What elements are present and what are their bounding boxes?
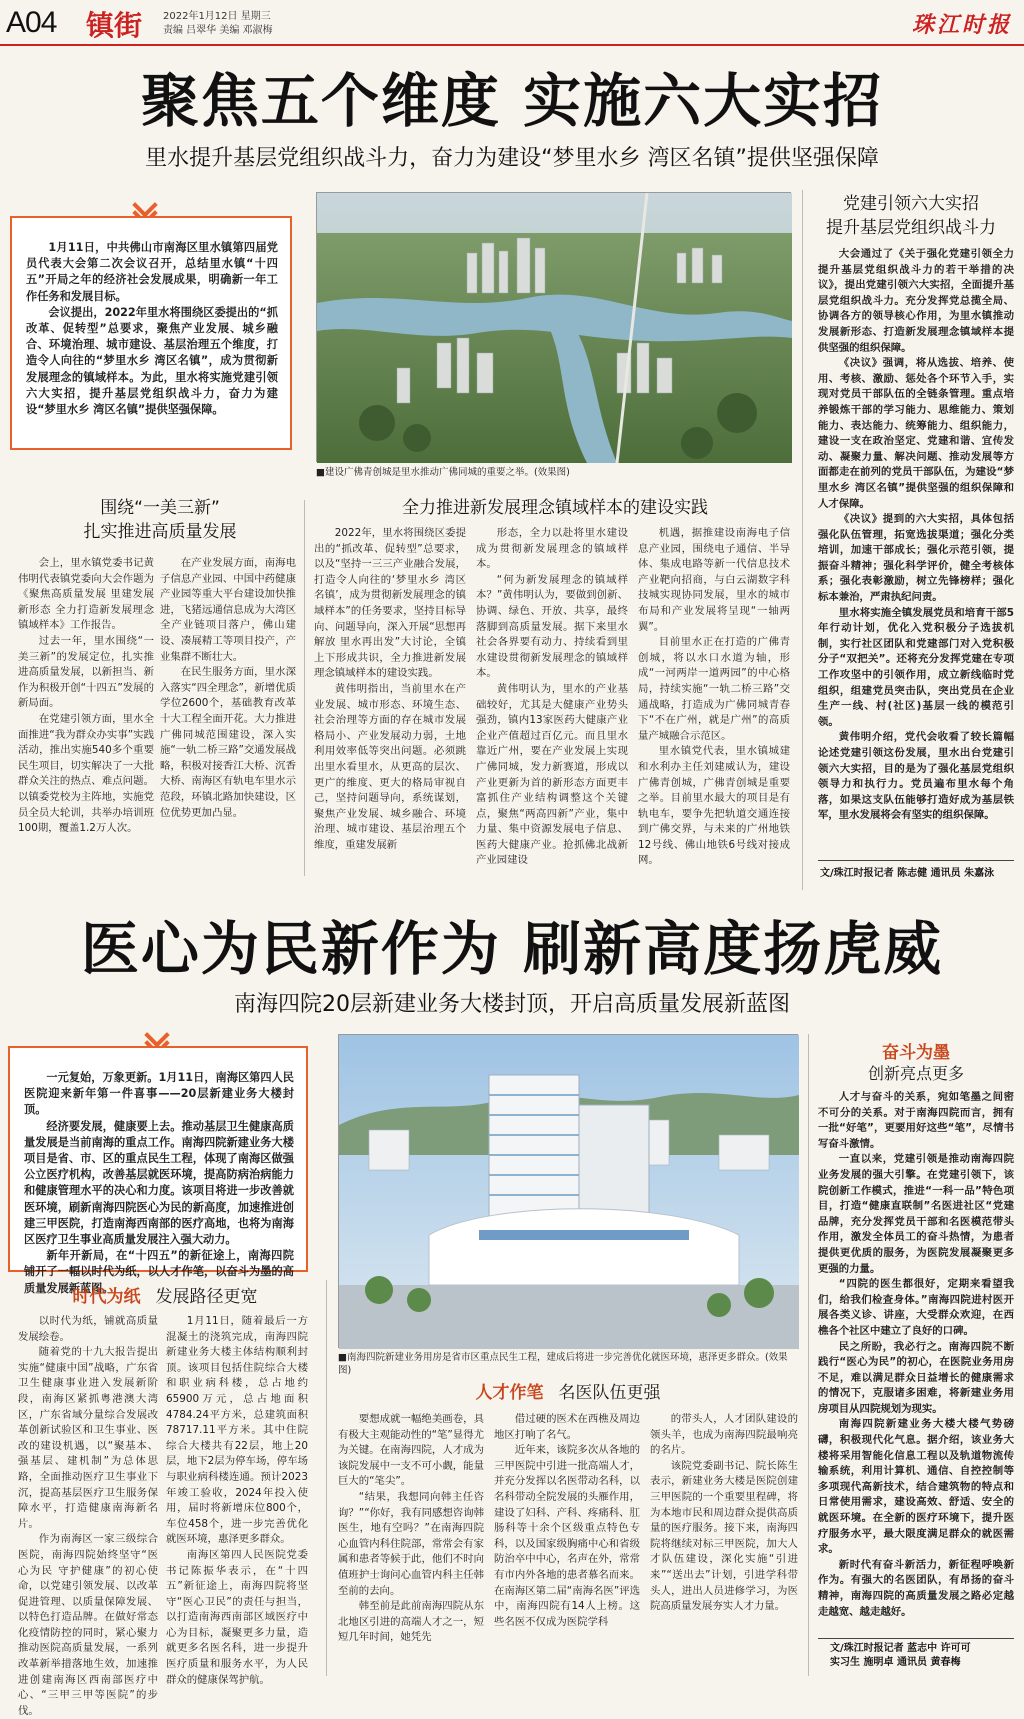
paragraph: 借过硬的医术在西樵及周边地区打响了名气。 [494,1413,640,1441]
subhead-line: 扎实推进高质量发展 [83,522,237,542]
subhead-accent: 奋斗为墨 [882,1043,950,1063]
lead-paragraph: 一元复始，万象更新。1月11日，南海区第四人民医院迎来新年第一件喜事——20层新建业务大楼封顶。 [24,1071,294,1117]
story1-right-subhead [808,192,1014,240]
paragraph: 南海四院新建业务大楼大楼气势磅礴，积极现代化气息。据介绍，该业务大楼将采用智能化信息工程以及轨道物流传输系统，利用计算机、通信、自控控制等多项现代高新技术，结合建筑物的特点和日常使用需求，建设高效、舒适、安全的就医环境。在全新的医疗环境下，提升医疗服务水平，最大限度满足群众的就医需求。 [818,1418,1014,1556]
paragraph: 人才与奋斗的关系，宛如笔墨之间密不可分的关系。对于南海四院而言，拥有一批“好笔”，更要用好这些“笔”，尽情书写奋斗激情。 [818,1091,1014,1150]
paragraph: “四院的医生都很好，定期来看望我们，给我们检查身体。”南海四院进村医开展各类义诊、讲座，大受群众欢迎，在西樵各个社区中建立了良好的口碑。 [818,1278,1014,1337]
column-divider [304,500,305,876]
paragraph: 2022年，里水将围绕区委提出的“抓改革、促转型”总要求，以及“坚持一三三产业融合发展，打造令人向往的‘梦里水乡 湾区名镇’，成为贯彻新发展理念的镇域样本”的任务要求，坚持目标导向、问题导向，深入开展“思想再解放 里水再出发”大讨论，全镇上下形成共识，全力推进新发展理念镇域样本的建设实践。 [314,527,466,680]
paragraph: 黄伟明指出，当前里水在产业发展、城市形态、环境生态、社会治理等方面的存在城市发展格局小、产业发展动力弱，土地利用效率低等突出问题。必须跳出里水看里水，从更高的层次、更广的维度、更大的格局审视自己，坚持问题导向，系统谋划，聚焦产业发展、城乡融合、环境治理、城市建设、基层治理五个维度，重建发展新 [314,682,466,851]
column-divider [808,1034,809,1676]
lead-paragraph: 1月11日，中共佛山市南海区里水镇第四届党员代表大会第二次会议召开，总结里水镇“十四五”开局之年的经济社会发展成果，明确新一年工作任务和发展目标。 [26,241,278,303]
column-divider [326,1280,327,1676]
issue-date: 2022年1月12日 星期三 [163,11,271,22]
paragraph: 目前里水正在打造的广佛青创城，将以水口水道为轴，形成“一河两岸一道两园”的中心格局，持续实施“一轨二桥三路”交通战略，打造成为广佛同城青春下“不在广州，就是广州”的高质量产城融合示范区。 [638,636,790,742]
newspaper-logo: 珠江时报 [911,12,1012,38]
byline-divider [818,1638,1014,1639]
paragraph: 黄伟明介绍，党代会收看了较长篇幅论述党建引领这份发展，里水出台党建引领六大实招，目的是为了强化基层党组织领导力和执行力。党员遍布里水每个角落，如果这支队伍能够打造好成为基层铁军，里水发展将会有坚实的组织保障。 [818,731,1014,822]
story2-column-e [650,1412,798,1678]
paragraph: 1月11日，随着最后一方混凝土的浇筑完成，南海四院新建业务大楼主体结构顺利封顶。该项目包括住院综合大楼和职业病科楼，总占地约65900万元，总占地面积4784.24平方米，总建筑面积78717.11平方米。其中住院综合大楼共有22层，地上20层，地下2层为停车场，停车场与职业病科楼连通。预计2023年竣工验收，2024年投入使用，届时将新增床位800个，车位458个，进一步完善优化就医环境，惠泽更多群众。 [166,1315,308,1546]
subhead-rest: 创新亮点更多 [867,1064,964,1083]
subhead-accent: 人才作笔 [475,1383,544,1403]
paragraph: 韩至前是此前南海四院从东北地区引进的高端人才之一，短短几年时间，她凭先 [338,1600,484,1644]
story1-photo-caption: ■建设广佛青创城是里水推动广佛同城的重要之举。(效果图) [316,467,570,478]
story2-right-subhead [818,1038,1014,1085]
subhead-line: 党建引领六大实招 [843,194,979,214]
paragraph: 《决议》强调，将从选拔、培养、使用、考核、激励、惩处各个环节入手，实现对党员干部队伍的全链条管理。重点培养锻炼干部的学习能力、思维能力、策划能力、表达能力、统筹能力、组织能力，建设一支在政治坚定、党建和谐、宜传发动、凝聚力量、解决问题、推动发展等方面都走在前列的党员干部队伍，为建设“梦里水乡 湾区名镇”提供坚强的组织保障和人才保障。 [818,357,1014,510]
story1-lead-box [10,216,292,450]
paragraph: 近年来，该院多次从各地的三甲医院中引进一批高端人才，并充分发挥以名医带动名科，以名科带动全院发展的头雁作用，建设了妇科、产科、疼痛科、肛肠科等十余个区级重点特色专科，以及国家级胸痛中心和省级防治卒中中心，名声在外，常常有市内外各地的患者慕名而来。在南海区第二届“南海名医”评选中，南海四院有14人上榜。这些名医不仅成为医院学科 [494,1444,640,1628]
subhead-rest: 名医队伍更强 [558,1383,661,1403]
paragraph: 的带头人，人才团队建设的领头羊，也成为南海四院最响亮的名片。 [650,1413,798,1457]
story1-headline: 聚焦五个维度 实施六大实招 [140,67,884,135]
section-name: 镇街 [86,9,143,42]
page-meta [163,10,273,38]
story1-photo [316,192,791,462]
paragraph: 作为南海区一家三级综合医院，南海四院始终坚守“医心为民 守护健康”的初心使命，以党建引领发展、以改革促进管理、以质量保障发展、以特色打造品牌。在做好常态化疫情防控的同时，紧心聚力推动医院高质量发展，一系列改革新举措落地生效，加速推进创建南海区西南部医疗中心、“三甲三甲等医院”的步伐。 [18,1533,158,1717]
story1-column-5 [638,526,790,876]
paragraph: 要想成就一幅绝美画卷，具有极大主观能动性的“笔”显得尤为关键。在南海四院，人才成为该院发展中一支不可小觑，能量巨大的“笔尖”。 [338,1413,484,1488]
paragraph: 该院党委副书记、院长陈生表示，新建业务大楼是医院创建三甲医院的一个重要里程碑，将为本地市民和周边群众提供高质量的医疗服务。接下来，南海四院将继续对标三甲医院，加大人才队伍建设，深化实施“引进来”“送出去”计划，引进学科带头人，进出人员进修学习，为医院高质量发展夯实人才力量。 [650,1459,798,1613]
story1-column-2 [160,556,296,876]
subhead-line: 围绕“一美三新” [100,498,220,518]
hospital-building-image [339,1035,799,1349]
story1-subhead: 里水提升基层党组织战斗力，奋力为建设“梦里水乡 湾区名镇”提供坚强保障 [145,146,879,171]
story2-subhead: 南海四院20层新建业务大楼封顶，开启高质量发展新蓝图 [234,992,790,1017]
subhead-rest: 发展路径更宽 [155,1287,258,1307]
story1-byline: 文/珠江时报记者 陈志健 通讯员 朱嘉泳 [820,868,995,879]
paragraph: 在党建引领方面，里水全面推进“我为群众办实事”实践活动，推出实施540多个重要民生项目，切实解决了一大批群众关注的热点、难点问题。以镇委党校为主阵地，实施党员全员大轮训，共举办培训班100期，覆盖1.2万人次。 [18,712,154,835]
byline-line: 实习生 施明卓 通讯员 黄春梅 [830,1657,961,1668]
lead-paragraph: 会议提出，2022年里水将围绕区委提出的“抓改革、促转型”总要求，聚焦产业发展、城乡融合、环境治理、城市建设、基层治理五个维度，打造令人向往的“梦里水乡 湾区名镇”，成为贯彻新发展理念的镇域样本。为此，里水将实施党建引领六大实招，提升基层党组织战斗力，奋力为建设“梦里水乡 湾区名镇”提供坚强保障。 [26,305,278,417]
subhead-accent: 时代为纸 [72,1287,141,1307]
paragraph: 大会通过了《关于强化党建引领全力提升基层党组织战斗力的若干举措的决议》，提出党建引领六大实招，全面提升基层党组织战斗力。充分发挥党总揽全局、协调各方的领导核心作用，为里水镇推动发展新形态、打造新发展理念镇域样本提供坚强的组织保障。 [818,248,1014,354]
paragraph: 一直以来，党建引领是推动南海四院业务发展的强大引擎。在党建引领下，该院创新工作模式，推进“一科一品”特色项目，打造“健康直联制”名医进社区“党建品牌，充分发挥党员干部和名医模范带头作用，激发全体员工的奋斗热情，为患者提供更优质的服务，为医院发展凝聚更多更强的力量。 [818,1153,1014,1275]
story2-column-c [338,1412,484,1678]
story1-right-column [818,247,1014,857]
paragraph: 里水将实施全镇发展党员和培育干部5年行动计划，优化入党积极分子选拔机制，实行社区团队和党建部门对入党积极分子“双把关”。还将充分发挥党建在专项工作攻坚中的引领作用，成立新线临时党组织，组建党员突击队，突出党员在企业生产一线、村(社区)基层一线的模范引领。 [818,606,1014,728]
story2-photo [338,1034,798,1348]
column-divider [802,190,803,890]
page-number: A04 [6,6,57,39]
byline-line: 文/珠江时报记者 蓝志中 许可可 [830,1643,971,1654]
story1-column-4 [476,526,628,876]
paragraph: “结果，我想同向韩主任咨询？”“你好，我有同感想咨询韩医生，地有空吗？”在南海四院心血管内科住院部，常常会有家属和患者等候于此，他们不时向值班护士询问心血管内科主任韩至前的去向。 [338,1490,484,1597]
byline-divider [818,860,1014,861]
story2-headline: 医心为民新作为 刷新高度扬虎威 [80,915,944,983]
paragraph: 以时代为纸，铺就高质量发展绘卷。 [18,1315,158,1343]
paragraph: “何为新发展理念的镇域样本？”黄伟明认为，要做到创新、协调、绿色、开放、共享，最终落脚到高质量发展。据下来里水社会各界要有动力、持续看到里水建设贯彻新发展理念的镇域样本。 [476,573,628,680]
paragraph: 新时代有奋斗新活力，新征程呼唤新作为。有强大的名医团队，有昂扬的奋斗精神，南海四院的高质量发展之路必定越走越宽、越走越好。 [818,1558,1014,1618]
story1-column-3 [314,526,466,876]
story2-photo-caption: ■南海四院新建业务用房是省市区重点民生工程，建成后将进一步完善优化就医环境，惠泽更多群众。(效果图) [338,1352,788,1376]
paragraph: 形态，全力以赴将里水建设成为贯彻新发展理念的镇域样本。 [476,527,628,571]
paragraph: 黄伟明认为，里水的产业基础较好，尤其是大健康产业势头强劲，镇内13家医药大健康产业企业产值超过百亿元。而且里水靠近广州，要在产业发展上实现广佛同城，发力新赛道，形成以产业更新为首的新形态方面更丰富抓住产业结构调整这个关键点，聚焦“两高四新”产业，集中力量、集中资源发展电子信息、医药大健康产业。抢抓佛北战新产业园建设 [476,682,628,867]
story2-column-d [494,1412,640,1678]
paragraph: 里水镇党代表，里水镇城建和水利办主任刘建威认为，建设广佛青创城，广佛青创城是重要之举。目前里水最大的项目是有轨电车，要争先把轨道交通连接到广佛交界，与未来的广州地铁12号线、佛山地铁6号线对接成网。 [638,745,790,867]
paragraph: 随着党的十九大报告提出实施“健康中国”战略，广东省卫生健康事业进入发展新阶段，南海区紧抓粤港澳大湾区，广东省域分量综合发展改革创新试验区和卫生事业、医改的建设机遇，以“聚基本、强基层、建机制”为总体思路，全面推动医疗卫生事业下沉，提高基层医疗卫生服务保障水平，打造健康南海新名片。 [18,1346,158,1530]
paragraph: 《决议》提到的六大实招，具体包括强化队伍管理，拓宽选拔渠道；强化分类培训，加速干部成长；强化示范引领，提振奋斗精神；强化科学评价，健全考核体系；强化表彰激励，树立先锋榜样；强化标本兼治，严肃执纪问责。 [818,513,1014,604]
story2-subhead-paper [20,1282,310,1307]
lead-paragraph: 新年开新局，在“十四五”的新征途上，南海四院铺开了一幅以时代为纸，以人才作笔，以奋斗为墨的高质量发展新蓝图。 [24,1249,294,1295]
editors: 责编 吕翠华 美编 邓淑梅 [163,25,273,36]
paragraph: 在民生服务方面，里水深入落实“四全理念”，新增优质学位2600个，基础教育改革十大工程全面开花。大力推进广佛同城范围建设，深入实施“一轨二桥三路”交通发展战略，积极对接香江大桥、沉香大桥、南海区有轨电车里水示范段，环镇北路加快建设，区位优势更加凸显。 [160,666,296,819]
aerial-city-image [317,193,792,463]
paragraph: 机遇，据推建设南海电子信息产业园，围绕电子通信、半导体、集成电路等新一代信息技术产业靶向招商，与白云湖数字科技城实现协同发展，里水的城市布局和产业发展将呈现“一轴两翼”。 [638,527,790,633]
story2-subhead-pen [338,1378,798,1403]
paragraph: 民之所盼，我必行之。南海四院不断践行“医心为民”的初心，在医院业务用房不足，难以满足群众日益增长的健康需求的情况下，克服诸多困难，将新建业务用房项目从四院规划为现实。 [818,1340,1014,1415]
page-header [0,0,1024,46]
story1-subhead-left [20,496,300,544]
story2-lead-box [8,1046,308,1295]
paragraph: 在产业发展方面，南海电子信息产业园、中国中药健康产业园等重大平台建设加快推进，飞猪远通信息成为大湾区全产业链项目落户，佛山建设、凑展精工等项目投产，产业集群不断壮大。 [160,557,296,663]
paragraph: 会上，里水镇党委书记黄伟明代表镇党委向大会作题为《聚焦高质量发展 里建发展新形态 全力打造新发展理念镇域样本》工作报告。 [18,557,154,632]
story2-column-b [166,1314,308,1686]
story1-column-1 [18,556,154,876]
subhead-line: 提升基层党组织战斗力 [826,218,996,238]
story1-subhead-right: 全力推进新发展理念镇域样本的建设实践 [402,498,708,518]
paragraph: 过去一年，里水围绕“一美三新”的发展定位，扎实推进高质量发展，以新担当、新作为积极开创“十四五”发展的新局面。 [18,634,154,710]
story2-column-a [18,1314,158,1717]
story2-right-column [818,1090,1014,1620]
lead-paragraph: 经济要发展，健康要上去。推动基层卫生健康高质量发展是当前南海的重点工作。南海四院新建业务大楼项目是省、市、区的重点民生工程，体现了南海区做强公立医疗机构，改善基层就医环境，提高防病治病能力和健康管理水平的决心和力度。该项目将进一步改善就医环境，刷新南海四院医心为民的新高度，加速推进创建三甲医院，打造南海西南部的医疗高地，也将为南海区医疗卫生事业高质量发展注入强大动力。 [24,1119,294,1247]
paragraph: 南海区第四人民医院党委书记陈振华表示，在“十四五”新征途上，南海四院将坚守“医心卫民”的责任与担当，以打造南海西南部区域医疗中心为目标，凝聚更多力量，造就更多名医名科，进一步提升医疗质量和服务水平，为人民群众的健康保驾护航。 [166,1548,308,1686]
story2-byline [830,1642,1016,1670]
